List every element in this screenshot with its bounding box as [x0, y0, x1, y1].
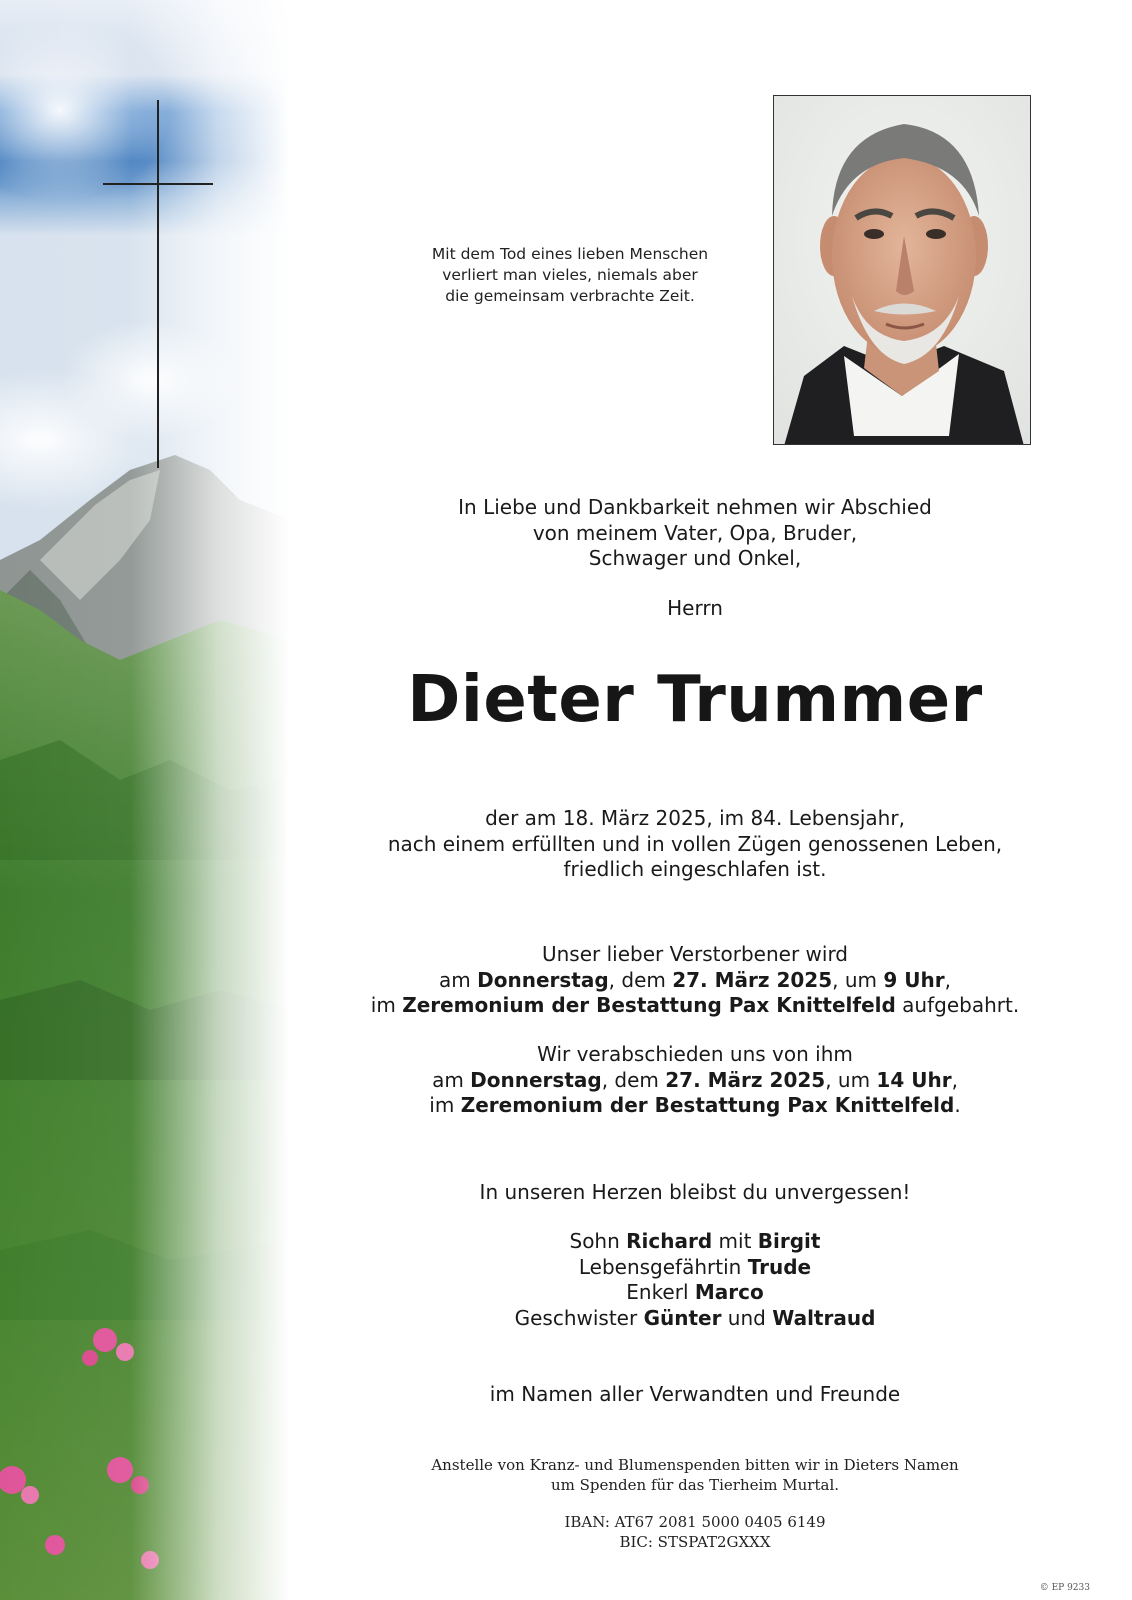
portrait-photo	[773, 95, 1031, 445]
family-row: Lebensgefährtin Trude	[578, 1254, 812, 1279]
farewell-line: im Zeremonium der Bestattung Pax Knittelfeld.	[429, 1093, 961, 1117]
death-line: nach einem erfüllten und in vollen Zügen genossenen Leben,	[387, 831, 1003, 856]
donation-line: um Spenden für das Tierheim Murtal.	[550, 1476, 840, 1494]
quote-line: die gemeinsam verbrachte Zeit.	[445, 287, 695, 305]
intro-line: Schwager und Onkel,	[588, 546, 802, 570]
farewell-line: am Donnerstag, dem 27. März 2025, um 14 Uhr,	[432, 1067, 958, 1092]
family-row: Geschwister Günter und Waltraud	[514, 1305, 876, 1330]
intro-line: von meinem Vater, Opa, Bruder,	[532, 520, 858, 545]
memorial-quote	[400, 244, 740, 307]
family-row: Sohn Richard mit Birgit	[569, 1229, 821, 1253]
death-line: friedlich eingeschlafen ist.	[563, 857, 827, 881]
deceased-name: Dieter Trummer	[407, 663, 983, 737]
laying-out-line: im Zeremonium der Bestattung Pax Knittelfeld aufgebahrt.	[370, 993, 1020, 1017]
relatives-note: im Namen aller Verwandten und Freunde	[489, 1382, 901, 1406]
print-code: © EP 9233	[1039, 1583, 1090, 1593]
donation-line: Anstelle von Kranz- und Blumenspenden bitten wir in Dieters Namen	[431, 1456, 959, 1474]
day: Donnerstag	[477, 967, 609, 992]
quote-line: Mit dem Tod eines lieben Menschen	[431, 245, 709, 263]
donation-note	[330, 1455, 1060, 1495]
place: Zeremonium der Bestattung Pax Knittelfeld	[460, 1093, 955, 1117]
death-notice	[330, 806, 1060, 883]
motto: In unseren Herzen bleibst du unvergessen!	[479, 1180, 911, 1204]
bic: BIC: STSPAT2GXXX	[619, 1533, 771, 1551]
laying-out-line: Unser lieber Verstorbener wird	[541, 942, 849, 966]
quote-line: verliert man vieles, niemals aber	[442, 266, 698, 284]
time: 14 Uhr	[876, 1067, 952, 1092]
laying-out-line: am Donnerstag, dem 27. März 2025, um 9 Uhr,	[439, 967, 951, 992]
salutation: Herrn	[667, 596, 723, 620]
day: Donnerstag	[470, 1067, 602, 1092]
intro-text	[330, 495, 1060, 572]
death-line: der am 18. März 2025, im 84. Lebensjahr,	[485, 806, 905, 830]
date: 27. März 2025	[665, 1067, 826, 1092]
time: 9 Uhr	[883, 967, 945, 992]
iban: IBAN: AT67 2081 5000 0405 6149	[564, 1513, 826, 1531]
family-row: Enkerl Marco	[626, 1280, 764, 1304]
laying-out-info	[330, 942, 1060, 1019]
bank-details	[330, 1512, 1060, 1552]
farewell-info	[330, 1042, 1060, 1119]
date: 27. März 2025	[672, 967, 833, 992]
intro-line: In Liebe und Dankbarkeit nehmen wir Abschied	[458, 495, 932, 519]
farewell-line: Wir verabschieden uns von ihm	[537, 1042, 853, 1066]
family-list	[330, 1229, 1060, 1331]
landscape-image	[0, 0, 290, 1600]
place: Zeremonium der Bestattung Pax Knittelfeld	[402, 993, 896, 1017]
